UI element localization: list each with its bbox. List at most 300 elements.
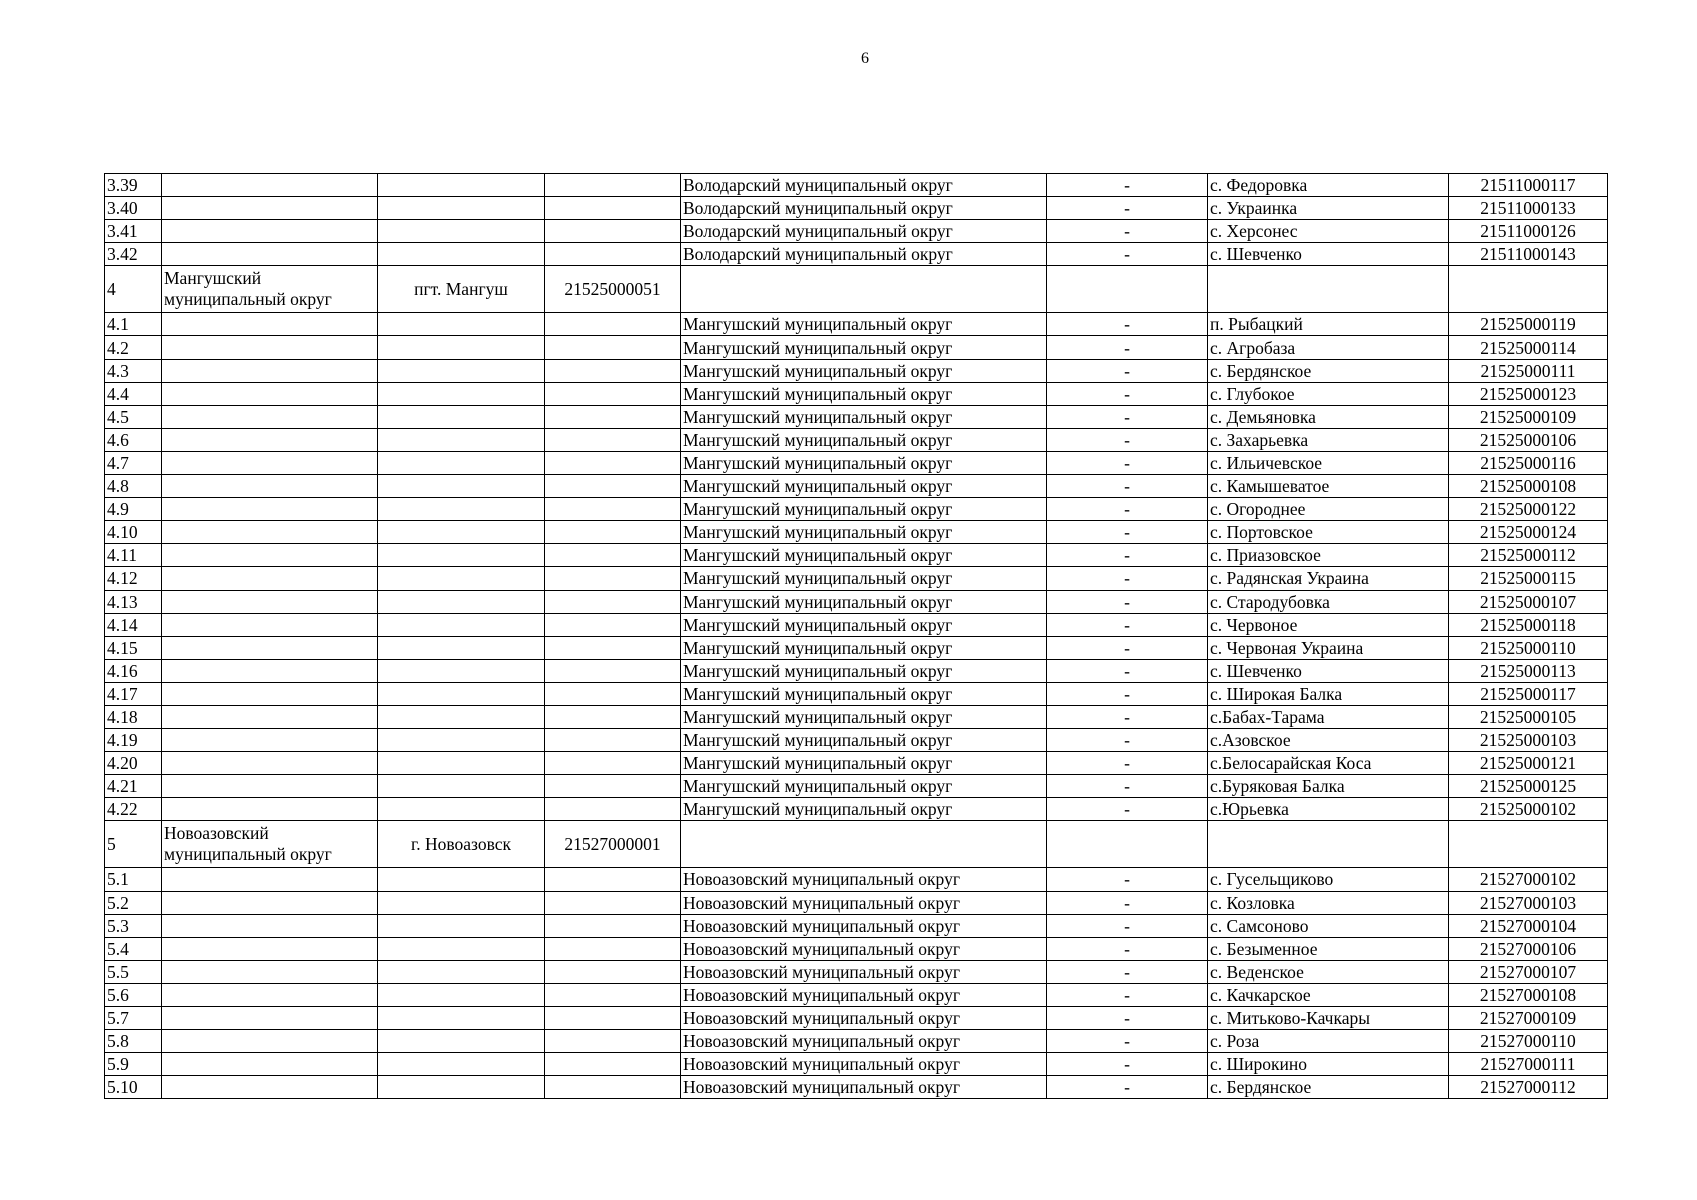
empty-cell [378, 682, 545, 705]
empty-cell [545, 659, 681, 682]
empty-cell [162, 636, 378, 659]
empty-cell [162, 798, 378, 821]
empty-cell [162, 960, 378, 983]
empty-cell [162, 729, 378, 752]
settlement-cell: с. Портовское [1208, 521, 1449, 544]
row-number: 4.2 [105, 336, 162, 359]
settlement-cell: с. Стародубовка [1208, 590, 1449, 613]
dash-cell: - [1047, 243, 1208, 266]
settlement-cell: с. Радянская Украина [1208, 567, 1449, 590]
empty-cell [162, 1030, 378, 1053]
settlement-cell: с. Червоное [1208, 613, 1449, 636]
code-cell: 21525000102 [1449, 798, 1608, 821]
empty-cell [1208, 266, 1449, 313]
row-number: 5.9 [105, 1053, 162, 1076]
empty-cell [162, 983, 378, 1006]
empty-cell [378, 775, 545, 798]
district-cell: Мангушский муниципальный округ [681, 475, 1047, 498]
empty-cell [162, 567, 378, 590]
empty-cell [162, 891, 378, 914]
code-cell: 21525000114 [1449, 336, 1608, 359]
empty-cell [378, 613, 545, 636]
group-district-name: Новоазовский муниципальный округ [162, 821, 378, 868]
settlement-cell: с.Юрьевка [1208, 798, 1449, 821]
empty-cell [378, 659, 545, 682]
dash-cell: - [1047, 752, 1208, 775]
code-cell: 21525000105 [1449, 705, 1608, 728]
empty-cell [162, 197, 378, 220]
dash-cell: - [1047, 475, 1208, 498]
table-row [105, 174, 1608, 197]
group-district-name: Мангушский муниципальный округ [162, 266, 378, 313]
settlement-cell: с. Червоная Украина [1208, 636, 1449, 659]
district-cell: Мангушский муниципальный округ [681, 544, 1047, 567]
row-number: 5.8 [105, 1030, 162, 1053]
district-cell: Володарский муниципальный округ [681, 220, 1047, 243]
row-number: 4.17 [105, 682, 162, 705]
dash-cell: - [1047, 197, 1208, 220]
code-cell: 21511000117 [1449, 174, 1608, 197]
empty-cell [378, 243, 545, 266]
code-cell: 21525000112 [1449, 544, 1608, 567]
empty-cell [545, 405, 681, 428]
empty-cell [545, 960, 681, 983]
empty-cell [545, 475, 681, 498]
empty-cell [378, 868, 545, 891]
district-cell: Мангушский муниципальный округ [681, 405, 1047, 428]
code-cell: 21525000122 [1449, 498, 1608, 521]
row-number: 5.6 [105, 983, 162, 1006]
dash-cell: - [1047, 659, 1208, 682]
table-row [105, 1007, 1608, 1030]
settlement-cell: с. Митьково-Качкары [1208, 1007, 1449, 1030]
empty-cell [545, 705, 681, 728]
district-cell: Мангушский муниципальный округ [681, 659, 1047, 682]
row-number: 4.5 [105, 405, 162, 428]
empty-cell [545, 983, 681, 1006]
empty-cell [378, 636, 545, 659]
empty-cell [162, 544, 378, 567]
code-cell: 21525000119 [1449, 313, 1608, 336]
empty-cell [162, 775, 378, 798]
district-cell: Новоазовский муниципальный округ [681, 1076, 1047, 1099]
empty-cell [545, 613, 681, 636]
code-cell: 21525000108 [1449, 475, 1608, 498]
code-cell: 21527000110 [1449, 1030, 1608, 1053]
dash-cell: - [1047, 382, 1208, 405]
empty-cell [545, 1053, 681, 1076]
dash-cell: - [1047, 1007, 1208, 1030]
district-cell: Мангушский муниципальный округ [681, 428, 1047, 451]
code-cell: 21525000117 [1449, 682, 1608, 705]
dash-cell: - [1047, 567, 1208, 590]
row-number: 4.4 [105, 382, 162, 405]
group-number: 4 [105, 266, 162, 313]
table-row [105, 729, 1608, 752]
code-cell: 21525000110 [1449, 636, 1608, 659]
empty-cell [162, 475, 378, 498]
empty-cell [378, 313, 545, 336]
settlement-cell: с. Роза [1208, 1030, 1449, 1053]
settlements-table [104, 173, 1608, 1099]
table-row [105, 451, 1608, 474]
row-number: 4.8 [105, 475, 162, 498]
empty-cell [545, 336, 681, 359]
empty-cell [545, 682, 681, 705]
table-row [105, 590, 1608, 613]
code-cell: 21527000106 [1449, 937, 1608, 960]
empty-cell [162, 359, 378, 382]
empty-cell [545, 220, 681, 243]
row-number: 5.10 [105, 1076, 162, 1099]
row-number: 4.20 [105, 752, 162, 775]
table-row [105, 705, 1608, 728]
table-row [105, 382, 1608, 405]
district-cell: Мангушский муниципальный округ [681, 313, 1047, 336]
empty-cell [162, 937, 378, 960]
district-cell: Мангушский муниципальный округ [681, 636, 1047, 659]
table-row [105, 567, 1608, 590]
empty-cell [162, 868, 378, 891]
row-number: 4.12 [105, 567, 162, 590]
empty-cell [545, 636, 681, 659]
empty-cell [378, 1076, 545, 1099]
empty-cell [162, 451, 378, 474]
district-cell: Мангушский муниципальный округ [681, 336, 1047, 359]
empty-cell [162, 336, 378, 359]
empty-cell [162, 705, 378, 728]
empty-cell [378, 590, 545, 613]
settlement-cell: с. Демьяновка [1208, 405, 1449, 428]
empty-cell [378, 1053, 545, 1076]
table-row [105, 937, 1608, 960]
dash-cell: - [1047, 868, 1208, 891]
dash-cell: - [1047, 682, 1208, 705]
settlement-cell: с. Ильичевское [1208, 451, 1449, 474]
code-cell: 21525000124 [1449, 521, 1608, 544]
district-cell: Новоазовский муниципальный округ [681, 937, 1047, 960]
table-row [105, 544, 1608, 567]
table-row [105, 336, 1608, 359]
code-cell: 21527000112 [1449, 1076, 1608, 1099]
row-number: 5.7 [105, 1007, 162, 1030]
settlement-cell: с.Буряковая Балка [1208, 775, 1449, 798]
empty-cell [545, 174, 681, 197]
dash-cell: - [1047, 174, 1208, 197]
empty-cell [1449, 821, 1608, 868]
settlement-cell: с. Гусельщиково [1208, 868, 1449, 891]
table-row [105, 498, 1608, 521]
table-row [105, 960, 1608, 983]
district-cell: Новоазовский муниципальный округ [681, 960, 1047, 983]
table-row [105, 636, 1608, 659]
group-center: г. Новоазовск [378, 821, 545, 868]
district-cell: Новоазовский муниципальный округ [681, 914, 1047, 937]
code-cell: 21527000102 [1449, 868, 1608, 891]
code-cell: 21525000103 [1449, 729, 1608, 752]
dash-cell: - [1047, 775, 1208, 798]
empty-cell [378, 174, 545, 197]
empty-cell [162, 498, 378, 521]
district-cell: Володарский муниципальный округ [681, 174, 1047, 197]
empty-cell [162, 914, 378, 937]
district-cell: Мангушский муниципальный округ [681, 498, 1047, 521]
empty-cell [162, 1007, 378, 1030]
empty-cell [162, 1053, 378, 1076]
dash-cell: - [1047, 891, 1208, 914]
empty-cell [378, 1007, 545, 1030]
empty-cell [162, 428, 378, 451]
code-cell: 21525000123 [1449, 382, 1608, 405]
district-cell: Новоазовский муниципальный округ [681, 868, 1047, 891]
district-cell: Мангушский муниципальный округ [681, 798, 1047, 821]
empty-cell [545, 451, 681, 474]
empty-cell [378, 451, 545, 474]
group-number: 5 [105, 821, 162, 868]
dash-cell: - [1047, 705, 1208, 728]
settlement-cell: с.Бабах-Тарама [1208, 705, 1449, 728]
table-row [105, 1030, 1608, 1053]
row-number: 4.22 [105, 798, 162, 821]
empty-cell [545, 868, 681, 891]
table-row [105, 752, 1608, 775]
code-cell: 21525000118 [1449, 613, 1608, 636]
dash-cell: - [1047, 636, 1208, 659]
empty-cell [378, 521, 545, 544]
settlement-cell: с. Федоровка [1208, 174, 1449, 197]
dash-cell: - [1047, 1053, 1208, 1076]
district-cell: Новоазовский муниципальный округ [681, 983, 1047, 1006]
district-cell: Новоазовский муниципальный округ [681, 891, 1047, 914]
row-number: 3.40 [105, 197, 162, 220]
dash-cell: - [1047, 313, 1208, 336]
settlement-cell: с. Шевченко [1208, 243, 1449, 266]
empty-cell [545, 197, 681, 220]
settlement-cell: с. Самсоново [1208, 914, 1449, 937]
code-cell: 21525000125 [1449, 775, 1608, 798]
empty-cell [378, 498, 545, 521]
code-cell: 21525000115 [1449, 567, 1608, 590]
code-cell: 21511000133 [1449, 197, 1608, 220]
table-row [105, 983, 1608, 1006]
empty-cell [378, 359, 545, 382]
row-number: 5.4 [105, 937, 162, 960]
empty-cell [378, 937, 545, 960]
settlement-cell: с. Бердянское [1208, 1076, 1449, 1099]
settlement-cell: с. Веденское [1208, 960, 1449, 983]
table-row [105, 359, 1608, 382]
empty-cell [545, 544, 681, 567]
empty-cell [162, 382, 378, 405]
settlement-cell: с. Шевченко [1208, 659, 1449, 682]
table-row [105, 868, 1608, 891]
empty-cell [378, 567, 545, 590]
district-cell: Мангушский муниципальный округ [681, 451, 1047, 474]
row-number: 4.10 [105, 521, 162, 544]
table-row [105, 659, 1608, 682]
empty-cell [545, 521, 681, 544]
empty-cell [162, 405, 378, 428]
code-cell: 21511000143 [1449, 243, 1608, 266]
row-number: 5.5 [105, 960, 162, 983]
settlement-cell: с. Огороднее [1208, 498, 1449, 521]
empty-cell [545, 775, 681, 798]
empty-cell [681, 266, 1047, 313]
dash-cell: - [1047, 983, 1208, 1006]
empty-cell [162, 659, 378, 682]
empty-cell [378, 960, 545, 983]
dash-cell: - [1047, 798, 1208, 821]
empty-cell [162, 243, 378, 266]
code-cell: 21525000113 [1449, 659, 1608, 682]
empty-cell [378, 197, 545, 220]
dash-cell: - [1047, 1076, 1208, 1099]
empty-cell [545, 313, 681, 336]
table-row [105, 798, 1608, 821]
settlement-cell: с. Приазовское [1208, 544, 1449, 567]
empty-cell [545, 243, 681, 266]
empty-cell [162, 682, 378, 705]
settlement-cell: с. Широкино [1208, 1053, 1449, 1076]
dash-cell: - [1047, 498, 1208, 521]
empty-cell [378, 914, 545, 937]
settlement-cell: с. Украинка [1208, 197, 1449, 220]
empty-cell [545, 914, 681, 937]
district-cell: Мангушский муниципальный округ [681, 567, 1047, 590]
district-cell: Мангушский муниципальный округ [681, 382, 1047, 405]
group-code: 21527000001 [545, 821, 681, 868]
empty-cell [545, 498, 681, 521]
empty-cell [545, 798, 681, 821]
dash-cell: - [1047, 544, 1208, 567]
empty-cell [162, 1076, 378, 1099]
empty-cell [378, 1030, 545, 1053]
row-number: 5.1 [105, 868, 162, 891]
code-cell: 21527000111 [1449, 1053, 1608, 1076]
empty-cell [378, 428, 545, 451]
code-cell: 21527000109 [1449, 1007, 1608, 1030]
empty-cell [162, 521, 378, 544]
empty-cell [545, 359, 681, 382]
empty-cell [545, 1030, 681, 1053]
row-number: 5.2 [105, 891, 162, 914]
empty-cell [162, 313, 378, 336]
dash-cell: - [1047, 336, 1208, 359]
table-row [105, 475, 1608, 498]
empty-cell [545, 937, 681, 960]
empty-cell [545, 752, 681, 775]
code-cell: 21527000107 [1449, 960, 1608, 983]
dash-cell: - [1047, 220, 1208, 243]
district-cell: Мангушский муниципальный округ [681, 705, 1047, 728]
code-cell: 21525000111 [1449, 359, 1608, 382]
district-cell: Мангушский муниципальный округ [681, 729, 1047, 752]
row-number: 3.39 [105, 174, 162, 197]
table-row [105, 220, 1608, 243]
dash-cell: - [1047, 451, 1208, 474]
district-cell: Мангушский муниципальный округ [681, 521, 1047, 544]
dash-cell: - [1047, 405, 1208, 428]
dash-cell: - [1047, 729, 1208, 752]
empty-cell [378, 983, 545, 1006]
row-number: 4.16 [105, 659, 162, 682]
group-row [105, 266, 1608, 313]
empty-cell [681, 821, 1047, 868]
code-cell: 21525000106 [1449, 428, 1608, 451]
settlement-cell: с. Глубокое [1208, 382, 1449, 405]
table-row [105, 313, 1608, 336]
row-number: 4.6 [105, 428, 162, 451]
empty-cell [545, 729, 681, 752]
empty-cell [378, 336, 545, 359]
dash-cell: - [1047, 1030, 1208, 1053]
empty-cell [162, 220, 378, 243]
table-row [105, 405, 1608, 428]
district-cell: Мангушский муниципальный округ [681, 775, 1047, 798]
table-row [105, 613, 1608, 636]
empty-cell [162, 174, 378, 197]
empty-cell [1047, 266, 1208, 313]
row-number: 3.42 [105, 243, 162, 266]
empty-cell [378, 729, 545, 752]
code-cell: 21527000104 [1449, 914, 1608, 937]
row-number: 4.15 [105, 636, 162, 659]
code-cell: 21525000121 [1449, 752, 1608, 775]
row-number: 4.21 [105, 775, 162, 798]
settlement-cell: с. Качкарское [1208, 983, 1449, 1006]
empty-cell [378, 220, 545, 243]
settlement-cell: с.Азовское [1208, 729, 1449, 752]
code-cell: 21511000126 [1449, 220, 1608, 243]
row-number: 4.7 [105, 451, 162, 474]
empty-cell [378, 891, 545, 914]
empty-cell [1208, 821, 1449, 868]
empty-cell [378, 752, 545, 775]
table-row [105, 891, 1608, 914]
dash-cell: - [1047, 613, 1208, 636]
row-number: 4.14 [105, 613, 162, 636]
dash-cell: - [1047, 590, 1208, 613]
table-row [105, 1076, 1608, 1099]
district-cell: Мангушский муниципальный округ [681, 682, 1047, 705]
district-cell: Мангушский муниципальный округ [681, 752, 1047, 775]
table-row [105, 243, 1608, 266]
code-cell: 21527000108 [1449, 983, 1608, 1006]
settlement-cell: с. Безыменное [1208, 937, 1449, 960]
settlement-cell: с. Козловка [1208, 891, 1449, 914]
empty-cell [545, 1007, 681, 1030]
empty-cell [545, 1076, 681, 1099]
empty-cell [378, 705, 545, 728]
row-number: 4.1 [105, 313, 162, 336]
code-cell: 21525000109 [1449, 405, 1608, 428]
empty-cell [378, 405, 545, 428]
code-cell: 21525000107 [1449, 590, 1608, 613]
settlement-cell: с. Широкая Балка [1208, 682, 1449, 705]
table-row [105, 775, 1608, 798]
empty-cell [162, 590, 378, 613]
empty-cell [545, 428, 681, 451]
table-row [105, 682, 1608, 705]
district-cell: Мангушский муниципальный округ [681, 590, 1047, 613]
settlement-cell: п. Рыбацкий [1208, 313, 1449, 336]
table-row [105, 197, 1608, 220]
district-cell: Володарский муниципальный округ [681, 197, 1047, 220]
settlement-cell: с. Захарьевка [1208, 428, 1449, 451]
empty-cell [378, 798, 545, 821]
empty-cell [378, 382, 545, 405]
row-number: 4.13 [105, 590, 162, 613]
